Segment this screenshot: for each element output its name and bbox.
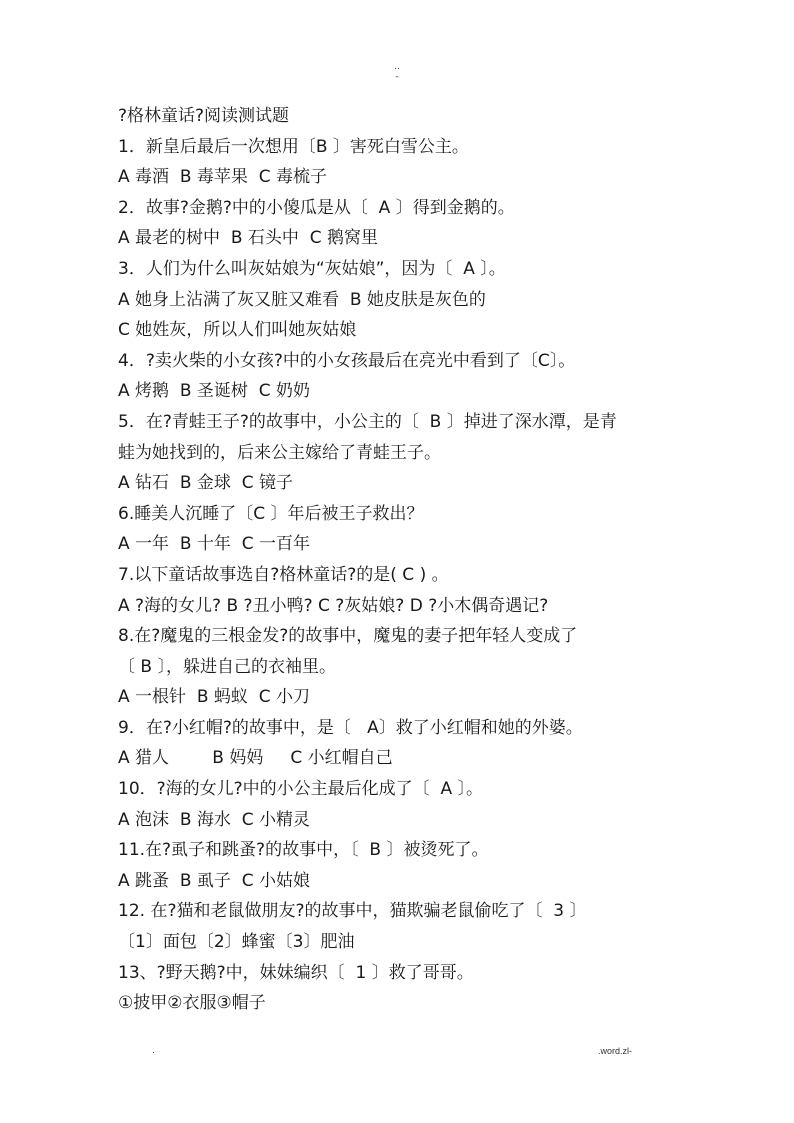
question-11-options: A 跳蚤 B 虱子 C 小姑娘 [118,870,310,891]
question-11: 11.在?虱子和跳蚤?的故事中，〔 B 〕被烫死了。 [118,840,489,861]
question-5-options: A 钻石 B 金球 C 镜子 [118,473,293,494]
question-13: 13、?野天鹅?中，妹妹编织〔 1 〕救了哥哥。 [118,962,474,983]
question-12: 12. 在?猫和老鼠做朋友?的故事中，猫欺骗老鼠偷吃了〔 3 〕 [118,901,587,922]
question-5-line-2: 蛙为她找到的，后来公主嫁给了青蛙王子。 [118,442,441,463]
question-2-options: A 最老的树中 B 石头中 C 鹅窝里 [118,228,378,249]
footer-left-mark: . [152,1046,155,1056]
question-3: 3．人们为什么叫灰姑娘为“灰姑娘”，因为〔 A 〕。 [118,258,506,279]
question-10-options: A 泡沫 B 海水 C 小精灵 [118,809,310,830]
question-1: 1．新皇后最后一次想用〔B 〕害死白雪公主。 [118,136,469,157]
question-3-option-c: C 她姓灰，所以人们叫她灰姑娘 [118,320,357,341]
question-4-options: A 烤鹅 B 圣诞树 C 奶奶 [118,381,310,402]
document-body [118,101,678,1019]
question-4: 4．?卖火柴的小女孩?中的小女孩最后在亮光中看到了〔C〕。 [118,350,576,371]
question-8-line-1: 8.在?魔鬼的三根金发?的故事中，魔鬼的妻子把年轻人变成了 [118,626,578,647]
question-9: 9．在?小红帽?的故事中，是〔 A〕救了小红帽和她的外婆。 [118,717,583,738]
question-7-options: A ?海的女儿? B ?丑小鸭? C ?灰姑娘? D ?小木偶奇遇记? [118,595,549,616]
question-6-options: A 一年 B 十年 C 一百年 [118,534,310,555]
question-8-line-2: 〔 B 〕，躲进自己的衣袖里。 [118,656,336,677]
question-13-options: ①披甲②衣服③帽子 [118,993,266,1014]
footer-right-mark: .word.zl- [598,1046,633,1056]
question-3-options-ab: A 她身上沾满了灰又脏又难看 B 她皮肤是灰色的 [118,289,486,310]
question-1-options: A 毒酒 B 毒苹果 C 毒梳子 [118,167,327,188]
question-6: 6.睡美人沉睡了〔C 〕年后被王子救出？ [118,503,424,524]
question-8-options: A 一根针 B 蚂蚁 C 小刀 [118,687,310,708]
question-2: 2．故事?金鹅?中的小傻瓜是从〔 A 〕得到金鹅的。 [118,197,515,218]
question-9-options: A 猎人 B 妈妈 C 小红帽自己 [118,748,393,769]
question-12-options: 〔1〕面包〔2〕蜂蜜〔3〕肥油 [118,932,355,953]
question-5-line-1: 5．在?青蛙王子?的故事中，小公主的〔 B 〕掉进了深水潭，是青 [118,411,617,432]
question-10: 10．?海的女儿?中的小公主最后化成了〔 A 〕。 [118,779,484,800]
document-title: ?格林童话?阅读测试题 [118,106,290,126]
page-header-mark: .. - [394,62,400,82]
question-7: 7.以下童话故事选自?格林童话?的是( C ) 。 [118,564,449,585]
